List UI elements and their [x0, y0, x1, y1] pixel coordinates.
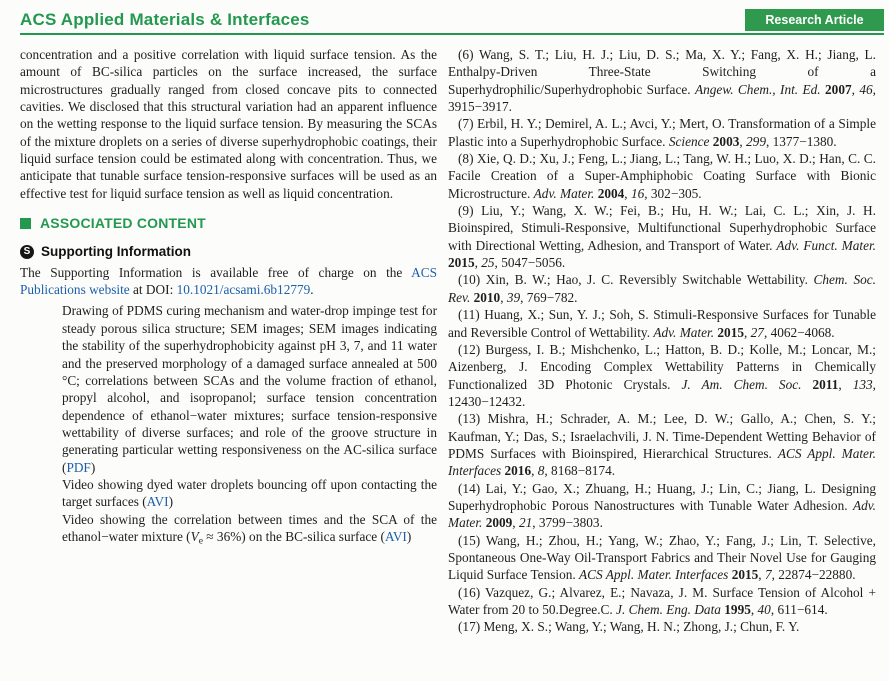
journal-title: ACS Applied Materials & Interfaces — [20, 10, 310, 29]
text-segment: , — [531, 463, 538, 479]
text-segment: (9) Liu, Y.; Wang, X. W.; Fei, B.; Hu, H. W.; Lai, C. L.; Xin, J. H. Bioinspired, Stimuli-Responsive, Multifunctional Superhydrophobic Surface with Directional Wetting, Adhesion, and Transport of Water. — [448, 203, 876, 253]
text-segment: 40 — [757, 602, 771, 617]
text-segment: 2011 — [812, 376, 839, 392]
reference-entry — [448, 202, 876, 271]
text-segment: 2015 — [731, 567, 759, 583]
text-segment: , 1377−1380. — [765, 133, 837, 149]
text-segment: V — [190, 528, 199, 544]
text-segment: 2010 — [473, 289, 501, 305]
subsection-heading-label: Supporting Information — [41, 244, 191, 260]
text-segment: Chem. Soc. Rev. — [448, 272, 876, 305]
text-segment: 2016 — [504, 463, 532, 479]
associated-content-heading — [20, 215, 437, 232]
reference-entry — [448, 584, 876, 619]
text-segment: e — [198, 535, 203, 547]
reference-entry — [448, 618, 876, 635]
text-segment: Drawing of PDMS curing mechanism and water-drop impinge test for steady porous silica structure; SEM images; SEM images indicating the stability of the superhydrophobicity against pH 3, 7, and 11 water and the preserved morphology of a damaged surface annealed at 500 °C; correlations between SCAs and the volume fraction of ethanol, propyl alcohol, and isopropanol; surface tension concentration dependence of ethanol−water mixtures; surface tension-responsive wettability of diverse surfaces; and role of the groove structure in generating particular wetting responsiveness on the AC-silica surface ( — [62, 303, 437, 475]
text-segment: (17) Meng, X. S.; Wang, Y.; Wang, H. N.; Zhong, J.; Chun, F. Y. — [458, 619, 800, 635]
text-segment: Video showing dyed water droplets bouncing off upon contacting the target surfaces ( — [62, 476, 437, 510]
conclusion-paragraph: concentration and a positive correlation with liquid surface tension. As the amount of BC-silica particles on the surface increased, the surface microstructures gradually ranged from closed concave pits to connected cavities. We disclosed that this structural variation had an apparent influence on the wetting response to the liquid surface tension. By measuring the SCAs of the mixture droplets on a series of diverse superhydrophobic coatings, their liquid surface tension could be estimated along with concentration. Thus, we anticipate that tunable surface tension-responsive surfaces will be used as an effective test for liquid surface tension as well as liquid concentration. — [20, 47, 437, 201]
reference-entry — [448, 532, 876, 584]
text-segment: 21 — [518, 515, 533, 531]
text-segment: (16) Vazquez, G.; Alvarez, E.; Navaza, J. M. Surface Tension of Alcohol + Water from 20 to 50.Degree.C. — [448, 584, 876, 617]
text-segment: 7 — [764, 567, 772, 583]
supporting-info-item — [62, 476, 437, 511]
inline-link[interactable]: AVI — [146, 494, 169, 510]
supporting-info-list — [62, 302, 437, 549]
text-segment: , — [851, 81, 860, 97]
text-segment: , 8168−8174. — [544, 463, 616, 479]
text-segment: , 769−782. — [520, 289, 578, 305]
text-segment: , — [739, 133, 747, 149]
text-segment: (6) Wang, S. T.; Liu, H. J.; Liu, D. S.; Ma, X. Y.; Fang, X. H.; Jiang, L. Enthalpy-Driven Three-State Switching of a Superhydrophilic/Superhydrophobic Surface. — [448, 47, 876, 97]
text-segment: J. Chem. Eng. Data — [616, 602, 721, 617]
reference-entry — [448, 150, 876, 202]
text-segment: 46 — [859, 81, 873, 97]
text-segment: , 3915−3917. — [448, 81, 876, 115]
text-segment: 1995 — [724, 602, 751, 617]
text-segment: ACS Appl. Mater. Interfaces — [579, 567, 729, 583]
text-segment: , — [500, 289, 507, 305]
text-segment: ACS Appl. Mater. Interfaces — [448, 445, 876, 479]
supporting-info-item — [62, 302, 437, 475]
text-segment: (13) Mishra, H.; Schrader, A. M.; Lee, D. W.; Gallo, A.; Chen, S. Y.; Kaufman, Y.; Das, S.; Israelachvili, J. N. Time-Dependent Wetting Behavior of PDMS Surfaces with Bioinspired, Hierarchical Structures. — [448, 411, 876, 461]
reference-entry — [448, 115, 876, 150]
text-segment: (8) Xie, Q. D.; Xu, J.; Feng, L.; Jiang, L.; Tang, W. H.; Luo, X. D.; Han, C. C. Facile Creation of a Super-Amphiphobic Coating Surface with Bionic Microstructure. — [448, 151, 876, 201]
inline-link[interactable]: PDF — [66, 459, 91, 475]
reference-entry — [448, 306, 876, 341]
text-segment: . — [310, 282, 314, 298]
text-segment: 2015 — [717, 324, 744, 340]
text-segment: , 22874−22880. — [771, 567, 856, 583]
text-segment: 2007 — [825, 81, 852, 97]
reference-entry — [448, 341, 876, 410]
text-segment: J. Am. Chem. Soc. — [681, 376, 802, 392]
text-segment: (14) Lai, Y.; Gao, X.; Zhuang, H.; Huang, J.; Lin, C.; Jiang, L. Designing Superhydrophobic Porous Nanostructures with Tunable Water Adhesion. — [448, 480, 876, 513]
text-segment: Adv. Funct. Mater. — [776, 237, 876, 253]
left-column — [20, 46, 437, 636]
right-column reference-list — [448, 46, 876, 636]
text-segment: 8 — [537, 463, 545, 479]
text-segment: , 3799−3803. — [532, 515, 603, 531]
text-segment: (15) Wang, H.; Zhou, H.; Yang, W.; Zhao, Y.; Fang, J.; Lin, T. Selective, Spontaneous One-Way Oil-Transport Fabrics and Their Novel Use for Gauging Liquid Surface Tension. — [448, 532, 876, 583]
text-segment: Adv. Mater. — [533, 185, 595, 201]
text-segment: , 611−614. — [770, 602, 828, 617]
text-segment: Angew. Chem., Int. Ed. — [695, 81, 821, 97]
inline-link[interactable]: AVI — [384, 528, 407, 544]
text-segment: 2004 — [597, 185, 625, 201]
text-segment: , 302−305. — [644, 185, 702, 201]
text-segment: , — [743, 324, 751, 340]
text-segment: , — [512, 515, 519, 531]
text-segment: ≈ 36%) on the BC-silica surface ( — [202, 528, 385, 544]
text-segment: , — [838, 376, 853, 392]
text-segment: ) — [406, 528, 412, 544]
reference-entry — [448, 480, 876, 532]
supporting-info-item — [62, 511, 437, 550]
section-bullet-icon — [20, 218, 31, 229]
text-segment: Video showing the correlation between times and the SCA of the ethanol−water mixture ( — [62, 511, 437, 544]
section-heading-label: ASSOCIATED CONTENT — [40, 215, 206, 232]
text-segment — [801, 377, 812, 392]
text-segment: 16 — [630, 185, 645, 201]
reference-entry — [448, 410, 876, 479]
text-segment: 299 — [746, 133, 766, 149]
text-segment: , 4062−4068. — [763, 324, 835, 340]
text-segment: 2003 — [712, 133, 740, 149]
supporting-information-heading — [20, 243, 437, 260]
text-segment: 2009 — [485, 515, 513, 531]
text-segment: The Supporting Information is available free of charge on the — [20, 264, 412, 280]
reference-entry — [448, 271, 876, 306]
supporting-info-s-icon: S — [20, 245, 34, 259]
text-segment: Adv. Mater. — [653, 324, 715, 340]
inline-link[interactable]: 10.1021/acsami.6b12779 — [176, 282, 311, 298]
page-header — [0, 0, 889, 35]
text-segment: (12) Burgess, I. B.; Mishchenko, L.; Hatton, B. D.; Kolle, M.; Loncar, M.; Aizenberg, J. Encoding Complex Wettability Patterns in Chemically Functionalized 3D Photonic Crystals. — [448, 341, 876, 392]
text-segment: , — [474, 255, 482, 271]
text-segment: 27 — [750, 324, 764, 340]
text-segment: ) — [168, 494, 174, 510]
text-segment: (10) Xin, B. W.; Hao, J. C. Reversibly Switchable Wettability. — [458, 272, 814, 288]
research-article-badge: Research Article — [745, 9, 884, 31]
text-segment: (11) Huang, X.; Sun, Y. J.; Soh, S. Stimuli-Responsive Surfaces for Tunable and Reversible Control of Wettability. — [448, 307, 876, 340]
reference-entry — [448, 46, 876, 115]
text-segment: (7) Erbil, H. Y.; Demirel, A. L.; Avci, Y.; Mert, O. Transformation of a Simple Plastic into a Superhydrophobic Surface. — [448, 116, 876, 149]
inline-link[interactable]: ACS Publications website — [20, 264, 437, 298]
text-segment: ) — [90, 459, 96, 475]
text-segment: , 12430−12432. — [448, 376, 876, 409]
text-segment: , 5047−5056. — [494, 255, 566, 271]
text-segment: at DOI: — [129, 282, 177, 298]
text-segment: 25 — [481, 255, 495, 271]
text-segment: 133 — [852, 376, 873, 392]
text-segment: , — [624, 185, 631, 201]
text-segment: Science — [668, 133, 710, 149]
text-segment: , — [750, 602, 758, 617]
text-segment: 39 — [506, 289, 521, 305]
text-segment: , — [758, 567, 765, 583]
text-segment: Adv. Mater. — [448, 497, 876, 531]
two-column-body — [0, 35, 889, 636]
text-segment: 2015 — [448, 255, 475, 271]
availability-paragraph — [20, 264, 437, 299]
